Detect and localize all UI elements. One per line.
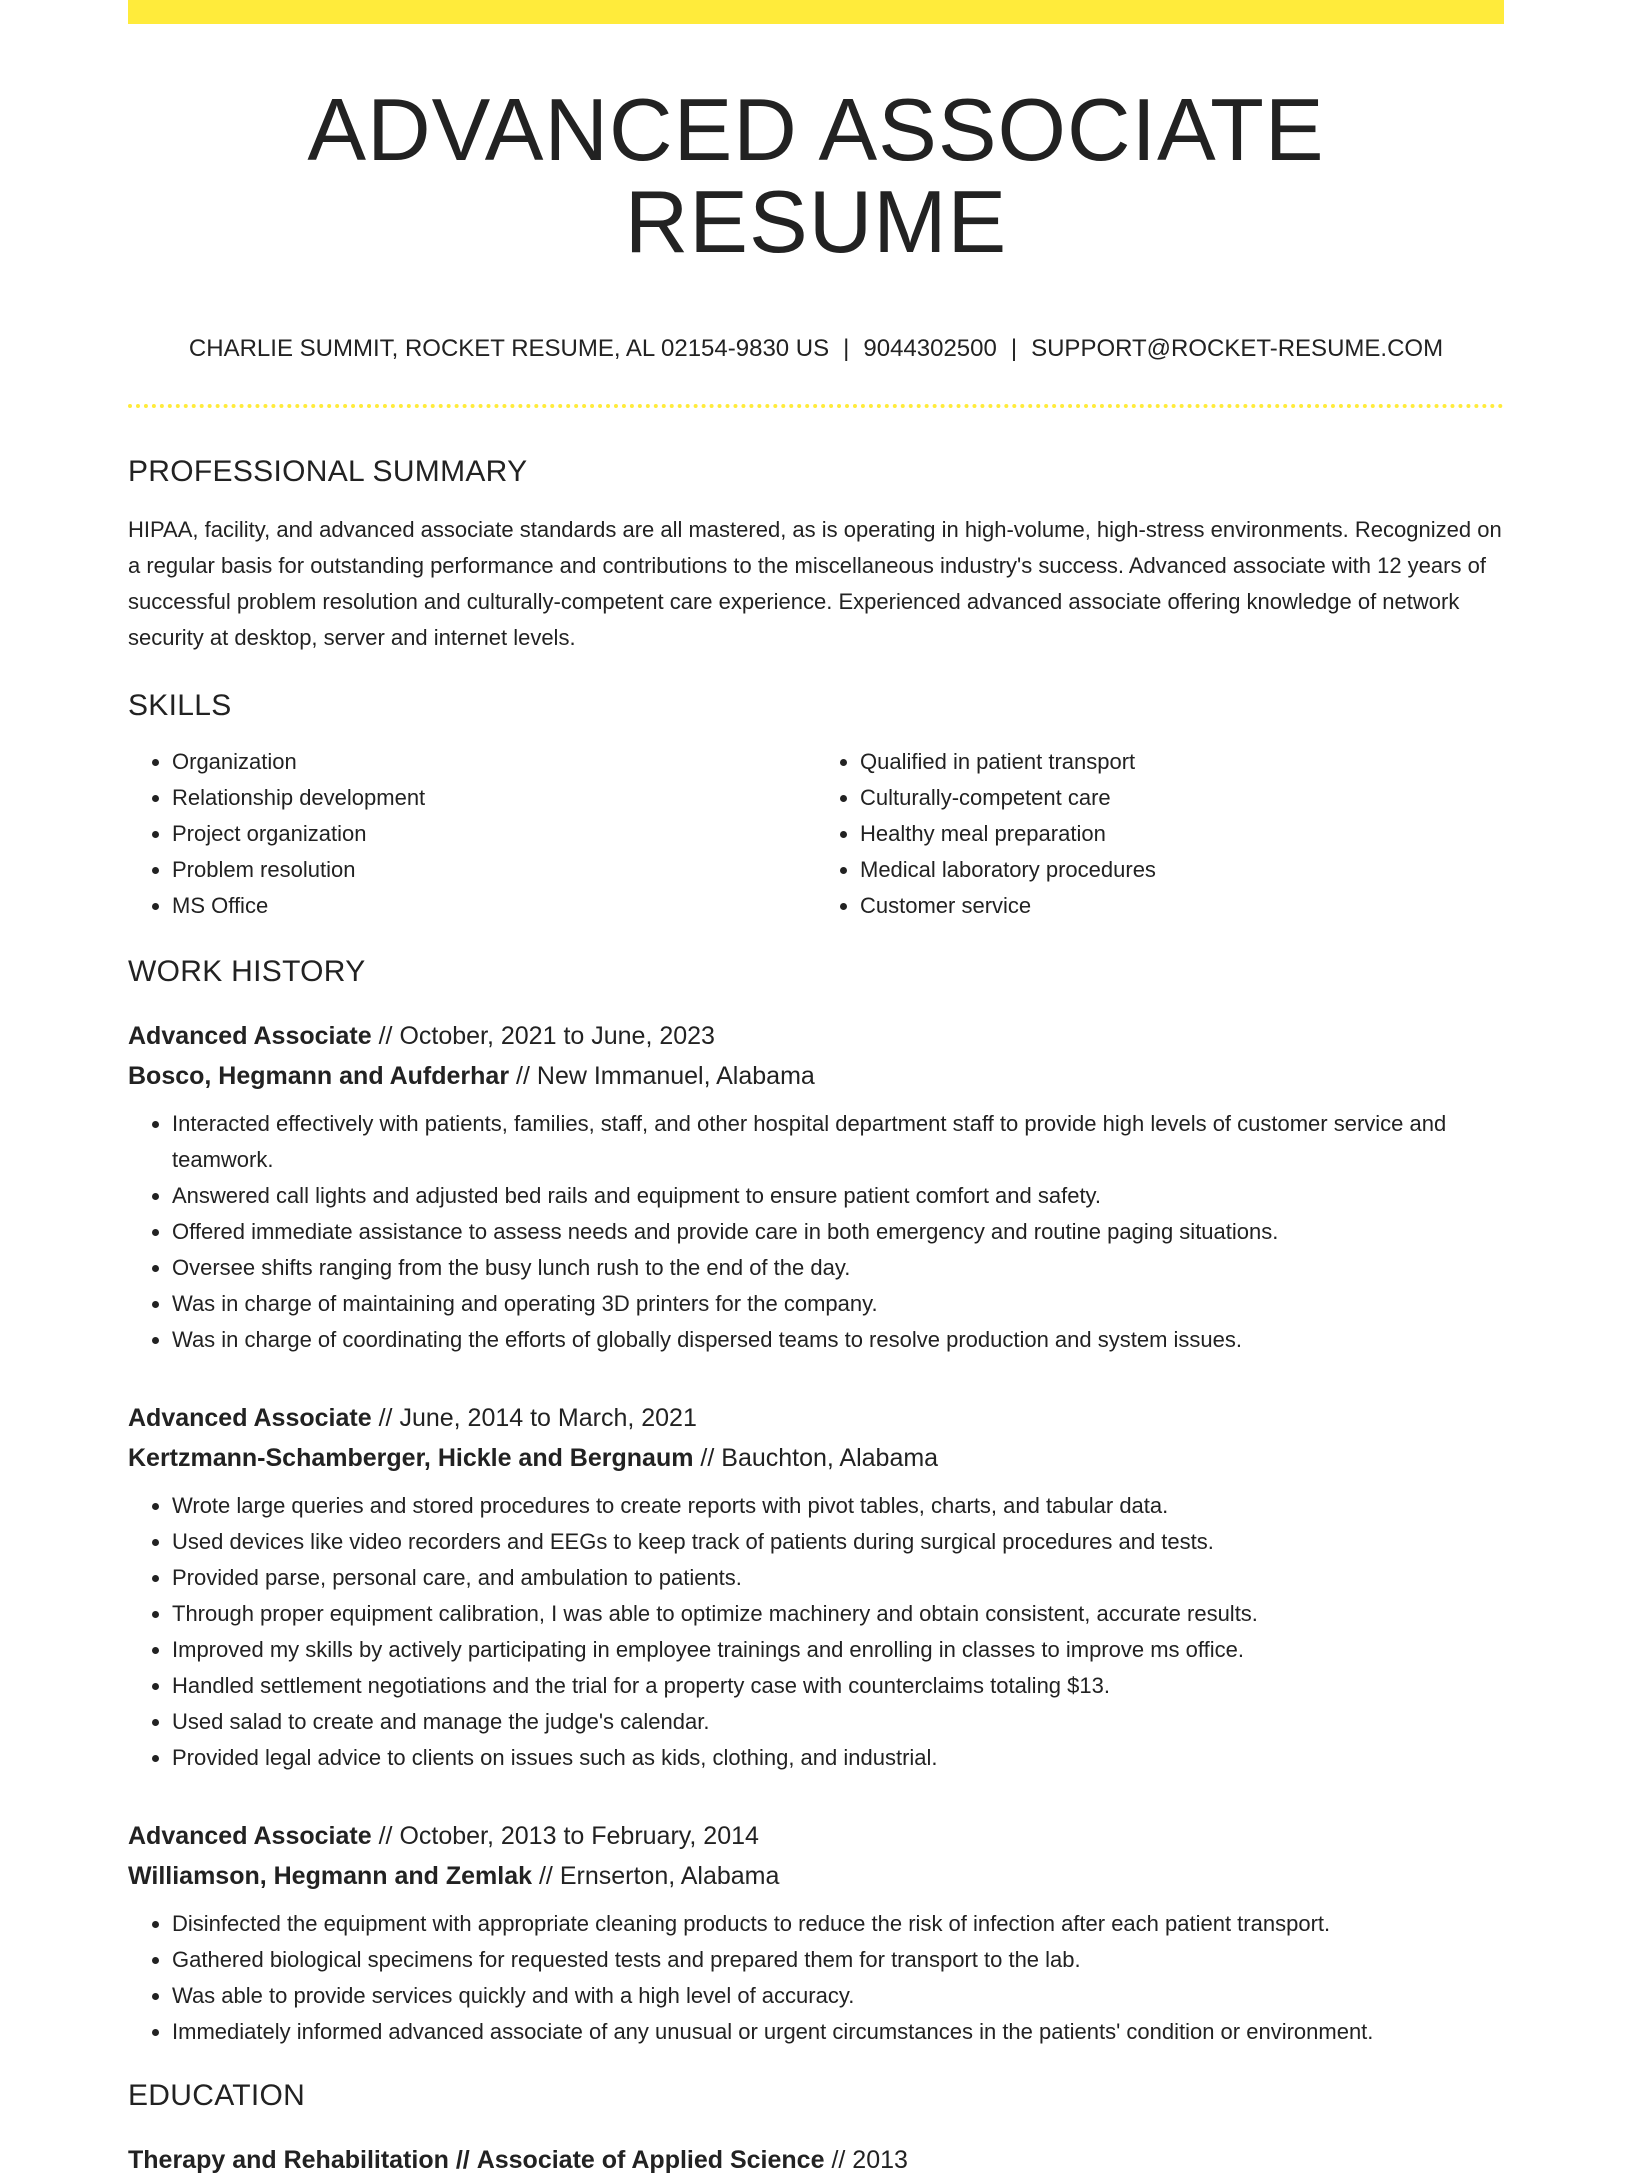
skill-item: • Project organization (172, 816, 816, 852)
dotted-divider (128, 404, 1504, 408)
skill-item: • Customer service (860, 888, 1504, 924)
job-bullet: • Was in charge of coordinating the efforts of globally dispersed teams to resolve production and system issues. (172, 1322, 1504, 1358)
skill-item: • Healthy meal preparation (860, 816, 1504, 852)
job-bullet: • Oversee shifts ranging from the busy lunch rush to the end of the day. (172, 1250, 1504, 1286)
resume-page (128, 0, 1504, 2180)
job-title-line (128, 1398, 1504, 1438)
job-bullets (128, 1906, 1504, 2050)
accent-top-bar (128, 0, 1504, 24)
job-company-line (128, 1438, 1504, 1478)
job-bullet: • Used devices like video recorders and EEGs to keep track of patients during surgical procedures and tests. (172, 1524, 1504, 1560)
job-company-line (128, 1056, 1504, 1096)
skills-left-column (128, 744, 816, 924)
job-bullet: • Handled settlement negotiations and the trial for a property case with counterclaims totaling $13. (172, 1668, 1504, 1704)
skill-item: • Organization (172, 744, 816, 780)
job-bullet: • Interacted effectively with patients, families, staff, and other hospital department staff to provide high levels of customer service and teamwork. (172, 1106, 1504, 1178)
job-bullet: • Through proper equipment calibration, I was able to optimize machinery and obtain consistent, accurate results. (172, 1596, 1504, 1632)
contact-separator: | (843, 334, 850, 362)
job-separator: // (516, 1061, 530, 1090)
job-separator: // (378, 1021, 393, 1050)
job-location: New Immanuel, Alabama (536, 1061, 815, 1090)
job-bullet: • Provided parse, personal care, and ambulation to patients. (172, 1560, 1504, 1596)
job-title: Advanced Associate (128, 1403, 372, 1432)
contact-separator: | (1010, 334, 1018, 362)
contact-phone: 9044302500 (863, 334, 997, 362)
skills-heading: SKILLS (128, 688, 232, 722)
job-bullet: • Answered call lights and adjusted bed rails and equipment to ensure patient comfort and safety. (172, 1178, 1504, 1214)
contact-address: CHARLIE SUMMIT, ROCKET RESUME, AL 02154-9830 US (188, 334, 830, 362)
skill-item: • Qualified in patient transport (860, 744, 1504, 780)
education-heading: EDUCATION (128, 2078, 306, 2112)
job-bullet: • Wrote large queries and stored procedures to create reports with pivot tables, charts, and tabular data. (172, 1488, 1504, 1524)
job-company: Kertzmann-Schamberger, Hickle and Bergnaum (128, 1443, 694, 1472)
job-bullet: • Was able to provide services quickly and with a high level of accuracy. (172, 1978, 1504, 2014)
job-bullet: • Improved my skills by actively participating in employee trainings and enrolling in classes to improve ms office. (172, 1632, 1504, 1668)
education-separator: // (455, 2145, 470, 2174)
job-bullet: • Disinfected the equipment with appropriate cleaning products to reduce the risk of infection after each patient transport. (172, 1906, 1504, 1942)
job-separator: // (538, 1861, 553, 1890)
job-dates: October, 2021 to June, 2023 (399, 1021, 715, 1050)
work-history-heading: WORK HISTORY (128, 954, 366, 988)
skill-item: • MS Office (172, 888, 816, 924)
job-bullet: • Gathered biological specimens for requested tests and prepared them for transport to the lab. (172, 1942, 1504, 1978)
job-bullet: • Immediately informed advanced associate of any unusual or urgent circumstances in the patients' condition or environment. (172, 2014, 1504, 2050)
job-location: Ernserton, Alabama (559, 1861, 780, 1890)
job-title: Advanced Associate (128, 1821, 372, 1850)
job-bullets (128, 1488, 1504, 1776)
skill-item: • Problem resolution (172, 852, 816, 888)
job-company: Bosco, Hegmann and Aufderhar (128, 1061, 510, 1090)
education-degree: Associate of Applied Science (476, 2145, 825, 2174)
job-entry (128, 1816, 1504, 2050)
job-location: Bauchton, Alabama (721, 1443, 939, 1472)
job-company-line (128, 1856, 1504, 1896)
job-title-line (128, 1816, 1504, 1856)
job-company: Williamson, Hegmann and Zemlak (128, 1861, 533, 1890)
contact-email: SUPPORT@ROCKET-RESUME.COM (1031, 334, 1444, 362)
education-line (128, 2140, 1504, 2180)
education-separator: // (831, 2145, 846, 2174)
job-bullets (128, 1106, 1504, 1358)
skill-item: • Relationship development (172, 780, 816, 816)
contact-line (128, 335, 1504, 364)
education-field: Therapy and Rehabilitation (128, 2145, 449, 2174)
skill-item: • Culturally-competent care (860, 780, 1504, 816)
job-bullet: • Was in charge of maintaining and operating 3D printers for the company. (172, 1286, 1504, 1322)
skills-grid (128, 744, 1504, 924)
skills-right-column (816, 744, 1504, 924)
skill-item: • Medical laboratory procedures (860, 852, 1504, 888)
education-year: 2013 (852, 2145, 908, 2174)
job-title-line (128, 1016, 1504, 1056)
page-title: ADVANCED ASSOCIATE RESUME (307, 80, 1325, 272)
job-bullet: • Offered immediate assistance to assess needs and provide care in both emergency and routine paging situations. (172, 1214, 1504, 1250)
job-entry (128, 1016, 1504, 1358)
job-separator: // (378, 1821, 393, 1850)
summary-text: HIPAA, facility, and advanced associate standards are all mastered, as is operating in high-volume, high-stress environments. Recognized on a regular basis for outstanding performance and contributions to the miscellaneous industry's success. Advanced associate with 12 years of successful problem resolution and culturally-competent care experience. Experienced advanced associate offering knowledge of network security at desktop, server and internet levels. (128, 516, 1502, 650)
job-dates: June, 2014 to March, 2021 (399, 1403, 697, 1432)
job-bullet: • Used salad to create and manage the judge's calendar. (172, 1704, 1504, 1740)
summary-heading: PROFESSIONAL SUMMARY (128, 454, 528, 488)
job-title: Advanced Associate (128, 1021, 372, 1050)
job-separator: // (378, 1403, 393, 1432)
job-bullet: • Provided legal advice to clients on issues such as kids, clothing, and industrial. (172, 1740, 1504, 1776)
job-entry (128, 1398, 1504, 1776)
job-dates: October, 2013 to February, 2014 (399, 1821, 759, 1850)
job-separator: // (700, 1443, 715, 1472)
